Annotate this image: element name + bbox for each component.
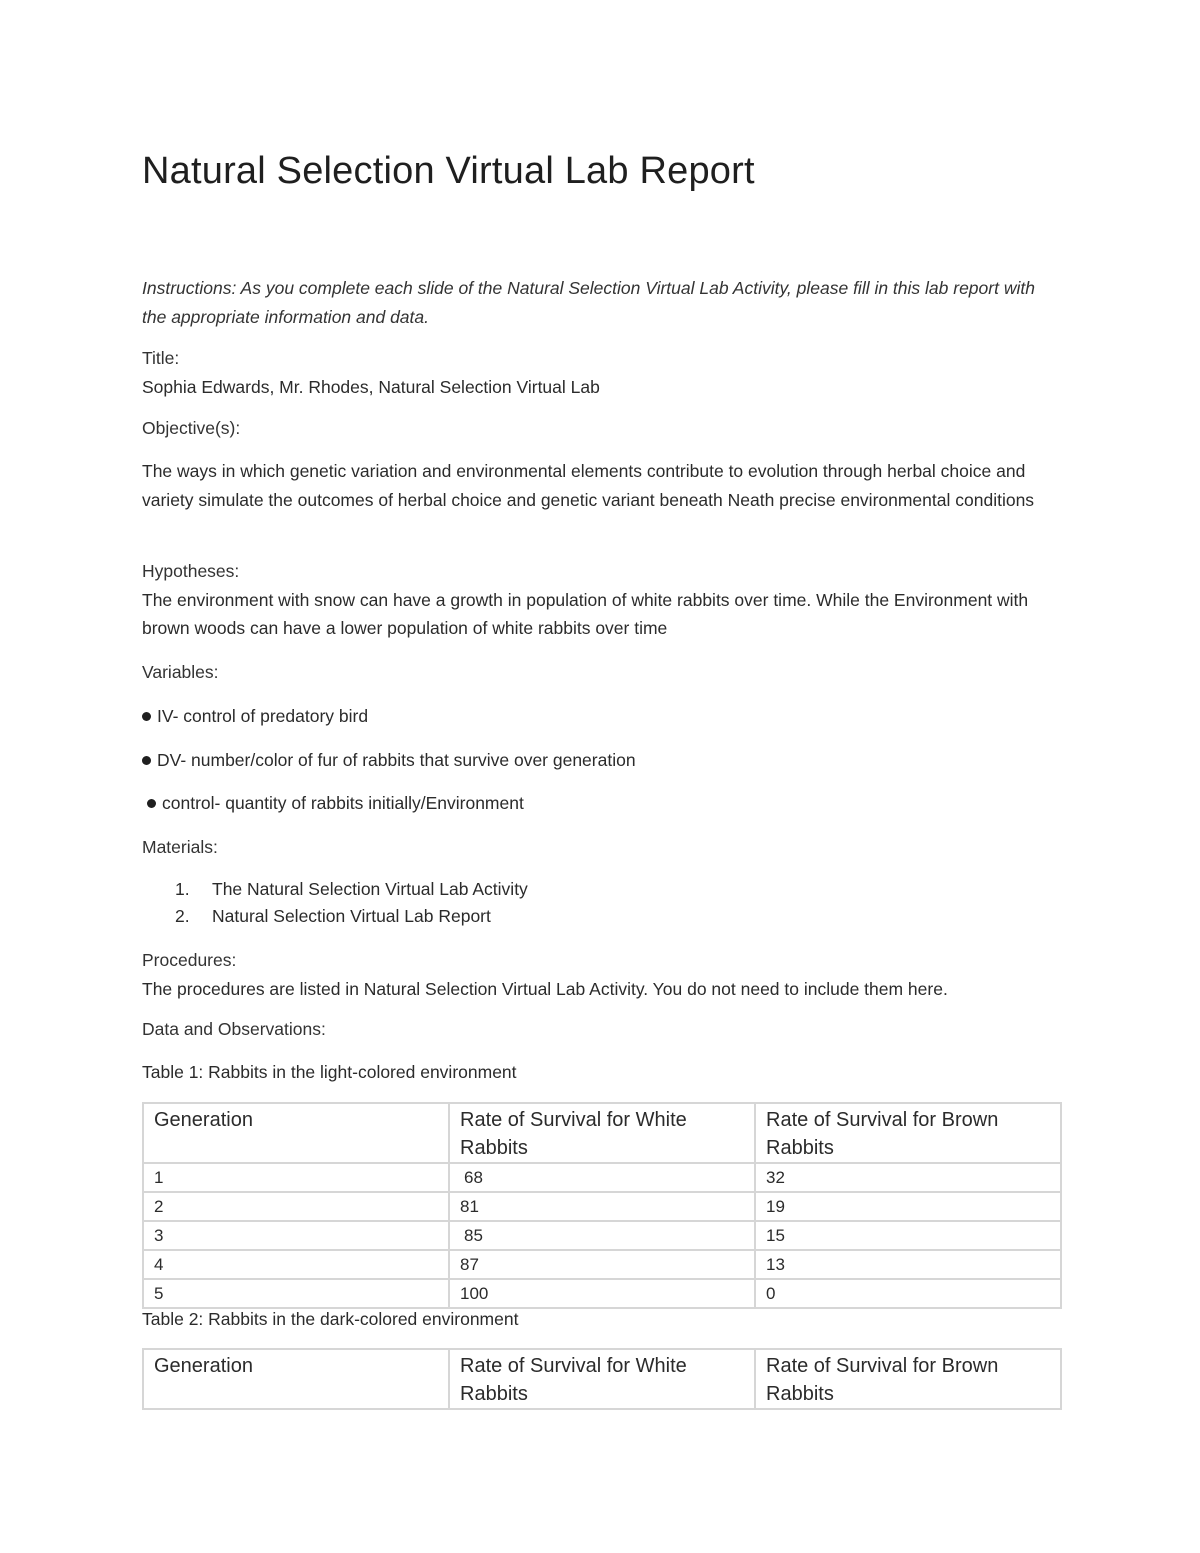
objectives-text: The ways in which genetic variation and environmental elements contribute to evolution through herbal choice and variety simulate the outcomes of herbal choice and genetic variant beneath Neath precise environmental conditions (142, 461, 1035, 510)
table-cell: 100 (449, 1279, 755, 1308)
title-section (142, 344, 1062, 401)
table-cell: 19 (755, 1192, 1061, 1221)
procedures-label: Procedures: (142, 950, 237, 970)
variable-item (147, 789, 524, 817)
table-cell: 0 (755, 1279, 1061, 1308)
table-header-cell: Generation (143, 1103, 449, 1163)
list-number: 2. (175, 906, 190, 926)
list-item (142, 903, 528, 930)
table2 (142, 1348, 1062, 1410)
table-cell: 5 (143, 1279, 449, 1308)
variable-text: control- quantity of rabbits initially/Environment (162, 793, 524, 813)
table-header-cell: Rate of Survival for Brown Rabbits (755, 1103, 1061, 1163)
table-cell: 68 (449, 1163, 755, 1192)
table-cell: 3 (143, 1221, 449, 1250)
table-header-cell: Rate of Survival for White Rabbits (449, 1349, 755, 1409)
table-cell: 1 (143, 1163, 449, 1192)
list-number: 1. (175, 879, 190, 899)
procedures-text: The procedures are listed in Natural Selection Virtual Lab Activity. You do not need to include them here. (142, 978, 948, 999)
hypotheses-text: The environment with snow can have a growth in population of white rabbits over time. While the Environment with brown woods can have a lower population of white rabbits over time (142, 589, 1029, 638)
table-cell: 85 (449, 1221, 755, 1250)
table-row (143, 1279, 1061, 1308)
procedures-section (142, 946, 1062, 1003)
variable-item (142, 746, 636, 774)
table-row (143, 1221, 1061, 1250)
table-cell: 4 (143, 1250, 449, 1279)
variable-text: IV- control of predatory bird (157, 706, 369, 726)
table-cell: 32 (755, 1163, 1061, 1192)
data-observations-label: Data and Observations: (142, 1019, 326, 1039)
table-row (143, 1250, 1061, 1279)
variable-item (142, 702, 368, 730)
table-header-row (143, 1103, 1061, 1163)
table1 (142, 1102, 1062, 1309)
bullet-dot-icon (142, 756, 151, 765)
table-cell: 87 (449, 1250, 755, 1279)
table-cell: 13 (755, 1250, 1061, 1279)
title-value: Sophia Edwards, Mr. Rhodes, Natural Selection Virtual Lab (142, 376, 600, 397)
table-row (143, 1192, 1061, 1221)
table2-caption: Table 2: Rabbits in the dark-colored environment (142, 1309, 519, 1329)
table1-caption: Table 1: Rabbits in the light-colored environment (142, 1062, 517, 1082)
variables-label: Variables: (142, 662, 219, 682)
table-header-cell: Rate of Survival for Brown Rabbits (755, 1349, 1061, 1409)
hypotheses-label: Hypotheses: (142, 561, 240, 581)
table-row (143, 1163, 1061, 1192)
table-header-cell: Generation (143, 1349, 449, 1409)
table-cell: 81 (449, 1192, 755, 1221)
table-header-row (143, 1349, 1061, 1409)
hypotheses-section (142, 557, 1062, 643)
page-title: Natural Selection Virtual Lab Report (142, 150, 755, 192)
list-item (142, 876, 528, 903)
instructions-text: Instructions: As you complete each slide of the Natural Selection Virtual Lab Activity, please fill in this lab report with the appropriate information and data. (142, 278, 1035, 327)
title-label: Title: (142, 348, 180, 368)
table-cell: 15 (755, 1221, 1061, 1250)
list-text: The Natural Selection Virtual Lab Activity (212, 879, 528, 899)
variable-text: DV- number/color of fur of rabbits that survive over generation (157, 750, 636, 770)
bullet-dot-icon (142, 712, 151, 721)
materials-label: Materials: (142, 837, 218, 857)
objectives-label: Objective(s): (142, 418, 241, 438)
materials-list (142, 876, 528, 930)
list-text: Natural Selection Virtual Lab Report (212, 906, 491, 926)
table-header-cell: Rate of Survival for White Rabbits (449, 1103, 755, 1163)
bullet-dot-icon (147, 799, 156, 808)
table-cell: 2 (143, 1192, 449, 1221)
